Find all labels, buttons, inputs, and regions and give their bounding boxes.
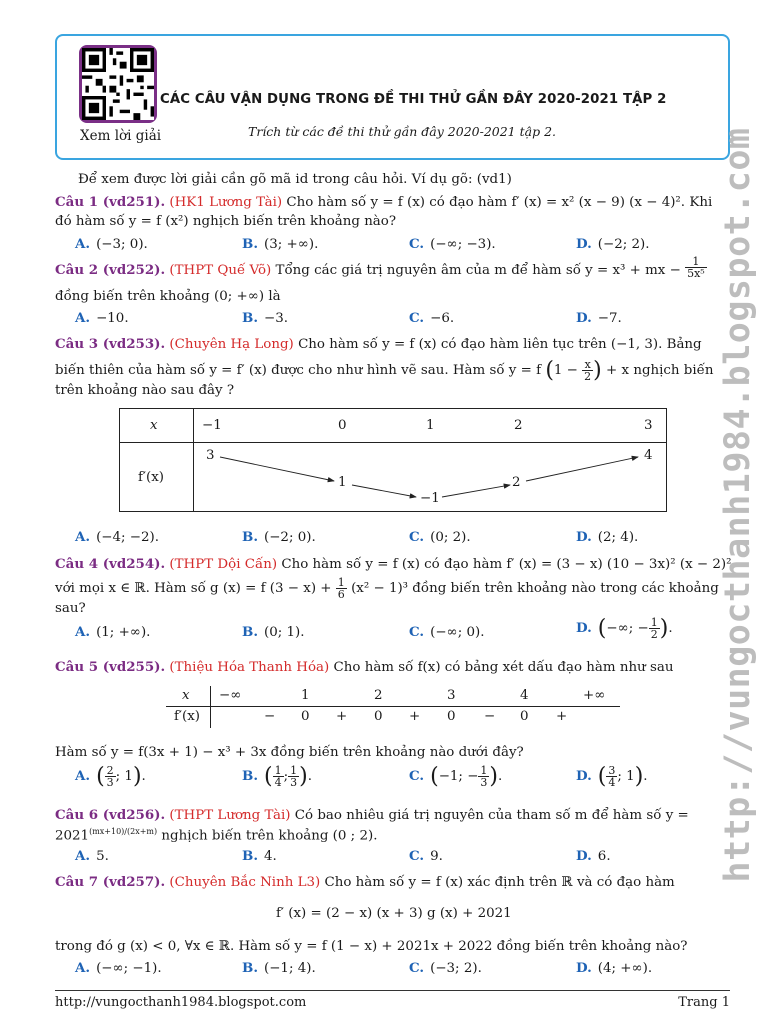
qr-code-icon[interactable] [79,45,157,123]
q3-option-d[interactable]: D. (2; 4). [576,529,639,545]
q4-option-d[interactable]: D. (−∞; − $\frac{1}{2}$ ). [576,616,673,641]
q6-source: (THPT Lương Tài) [169,808,291,823]
q3-table-x-label: x [150,418,158,433]
page-subtitle: Trích từ các đề thi thử gần đây 2020-2021 tập 2. [248,124,556,139]
q7-formula: f′ (x) = (2 − x) (x + 3) g (x) + 2021 [276,906,512,921]
q6-text-2: $2021^{(mx+10)/(2x+m)}$ nghịch biến trên khoảng (0 ; 2). [55,827,378,844]
q3-source: (Chuyên Hạ Long) [169,337,294,352]
q3-f-value: 2 [512,475,521,490]
q6-option-a[interactable]: A. 5. [75,848,109,864]
q4-text-2: với mọi x ∈ ℝ. Hàm số g (x) = f (3 − x) + $\frac{1}{6}$ (x² − 1)³ đồng biến trên khoảng nào trong các khoảng [55,576,719,601]
q5-option-a[interactable]: A. ( $\frac{2}{3}$ ; 1). [75,764,146,789]
page-title: CÁC CÂU VẬN DỤNG TRONG ĐỀ THI THỬ GẦN ĐÂY 2020-2021 TẬP 2 [160,92,667,107]
q3-option-b[interactable]: B. (−2; 0). [242,529,316,545]
q3-x-value: −1 [202,418,222,433]
q3-text-2: biến thiên của hàm số y = f′ (x) được cho như hình vẽ sau. Hàm số y = f (1 − $\frac{x}{2}$ ) + x nghịch biến [55,358,714,383]
q4-option-c[interactable]: C. (−∞; 0). [409,624,485,640]
question-1 [55,194,712,210]
q3-option-c[interactable]: C. (0; 2). [409,529,471,545]
q5-sign: − [484,709,496,724]
q5-sign: 0 [520,709,529,724]
q7-source: (Chuyên Bắc Ninh L3) [169,875,321,890]
q6-option-b[interactable]: B. 4. [242,848,277,864]
q5-option-b[interactable]: B. ( $\frac{1}{4}$ ; $\frac{1}{3}$ ). [242,764,312,789]
q3-x-value: 0 [338,418,347,433]
q2-text: Tổng các giá trị nguyên âm của m để hàm số y = x³ + mx − [275,263,681,278]
q4-source: (THPT Dội Cấn) [169,557,278,572]
q2-label: Câu 2 (vd252). [55,262,166,278]
q3-f-value: 3 [206,448,215,463]
q7-text: Cho hàm số y = f (x) xác định trên ℝ và có đạo hàm [324,875,675,890]
q6-label: Câu 6 (vd256). [55,807,166,823]
q5-x-value: 2 [374,688,383,703]
q1-text-2: đó hàm số y = f (x²) nghịch biến trên khoảng nào? [55,214,397,229]
q3-f-value: 1 [338,475,347,490]
q5-table-x-label: x [182,688,190,703]
page-number: Trang 1 [678,995,730,1010]
q4-text: Cho hàm số y = f (x) có đạo hàm f′ (x) = (3 − x) (10 − 3x)² (x − 2)² [281,557,732,572]
q5-sign: + [409,709,421,724]
q5-label: Câu 5 (vd255). [55,659,166,675]
q3-variation-table [119,408,667,512]
q6-option-c[interactable]: C. 9. [409,848,443,864]
q5-text: Cho hàm số f(x) có bảng xét dấu đạo hàm như sau [333,660,674,675]
footer-url-link[interactable]: http://vungocthanh1984.blogspot.com [55,995,307,1010]
q7-label: Câu 7 (vd257). [55,874,166,890]
q5-sign: 0 [301,709,310,724]
question-5 [55,659,673,675]
q5-text-2: Hàm số y = f(3x + 1) − x³ + 3x đồng biến trên khoảng nào dưới đây? [55,745,524,760]
intro-text: Để xem được lời giải cần gõ mã id trong câu hỏi. Ví dụ gõ: (vd1) [78,172,512,187]
q4-option-a[interactable]: A. (1; +∞). [75,624,151,640]
q5-option-d[interactable]: D. ( $\frac{3}{4}$ ; 1). [576,764,648,789]
question-2 [55,255,707,280]
q2-source: (THPT Quế Võ) [169,263,272,278]
q2-option-a[interactable]: A. −10. [75,310,129,326]
q7-option-b[interactable]: B. (−1; 4). [242,960,316,976]
q2-fraction: $\frac{1}{\text{5x⁵}}$ [687,255,705,280]
q6-option-d[interactable]: D. 6. [576,848,611,864]
q5-sign: 0 [374,709,383,724]
q5-table-fx-label: f′(x) [174,709,200,724]
q5-sign: + [556,709,568,724]
q3-option-a[interactable]: A. (−4; −2). [75,529,160,545]
q2-text-2: đồng biến trên khoảng (0; +∞) là [55,289,281,304]
q5-sign: + [336,709,348,724]
q1-option-a[interactable]: A. (−3; 0). [75,236,148,252]
q5-option-c[interactable]: C. (−1; − $\frac{1}{3}$ ). [409,764,503,789]
q7-option-a[interactable]: A. (−∞; −1). [75,960,162,976]
q5-x-value: +∞ [583,688,606,703]
footer-divider [55,990,730,991]
q5-x-value: 1 [301,688,310,703]
q7-option-d[interactable]: D. (4; +∞). [576,960,653,976]
q3-label: Câu 3 (vd253). [55,336,166,352]
q3-x-value: 1 [426,418,435,433]
q5-sign: − [264,709,276,724]
q3-variation-arrows [120,443,666,511]
q7-option-c[interactable]: C. (−3; 2). [409,960,482,976]
question-3 [55,336,702,352]
q3-f-value: −1 [420,491,440,506]
q1-option-c[interactable]: C. (−∞; −3). [409,236,496,252]
q3-text-3: trên khoảng nào sau đây ? [55,383,235,398]
q6-text: Có bao nhiêu giá trị nguyên của tham số m để hàm số y = [294,808,689,823]
q5-x-value: −∞ [219,688,242,703]
q3-text: Cho hàm số y = f (x) có đạo hàm liên tục trên (−1, 3). Bảng [298,337,702,352]
q7-text-2: trong đó g (x) < 0, ∀x ∈ ℝ. Hàm số y = f (1 − x) + 2021x + 2022 đồng biến trên khoảng nào? [55,939,688,954]
q4-text-3: sau? [55,601,86,616]
q3-x-value: 2 [514,418,523,433]
q5-x-value: 4 [520,688,529,703]
question-6 [55,807,689,823]
question-4 [55,556,731,572]
q2-option-c[interactable]: C. −6. [409,310,455,326]
q5-sign: 0 [447,709,456,724]
q1-option-d[interactable]: D. (−2; 2). [576,236,650,252]
q5-source: (Thiệu Hóa Thanh Hóa) [169,660,330,675]
q1-option-b[interactable]: B. (3; +∞). [242,236,319,252]
vertical-watermark: http://vungocthanh1984.blogspot.com [718,127,758,883]
q3-f-value: 4 [644,448,653,463]
q1-label: Câu 1 (vd251). [55,194,166,210]
q1-source: (HK1 Lương Tài) [169,195,283,210]
q4-option-b[interactable]: B. (0; 1). [242,624,305,640]
q3-x-value: 3 [644,418,653,433]
q1-text: Cho hàm số y = f (x) có đạo hàm f′ (x) = x² (x − 9) (x − 4)². Khi [286,195,713,210]
q3-table-fx-label: f′(x) [138,470,164,485]
q4-label: Câu 4 (vd254). [55,556,166,572]
q2-option-d[interactable]: D. −7. [576,310,622,326]
q2-option-b[interactable]: B. −3. [242,310,288,326]
q5-x-value: 3 [447,688,456,703]
qr-label: Xem lời giải [80,128,162,144]
question-7 [55,874,675,890]
q5-sign-table [166,686,620,730]
